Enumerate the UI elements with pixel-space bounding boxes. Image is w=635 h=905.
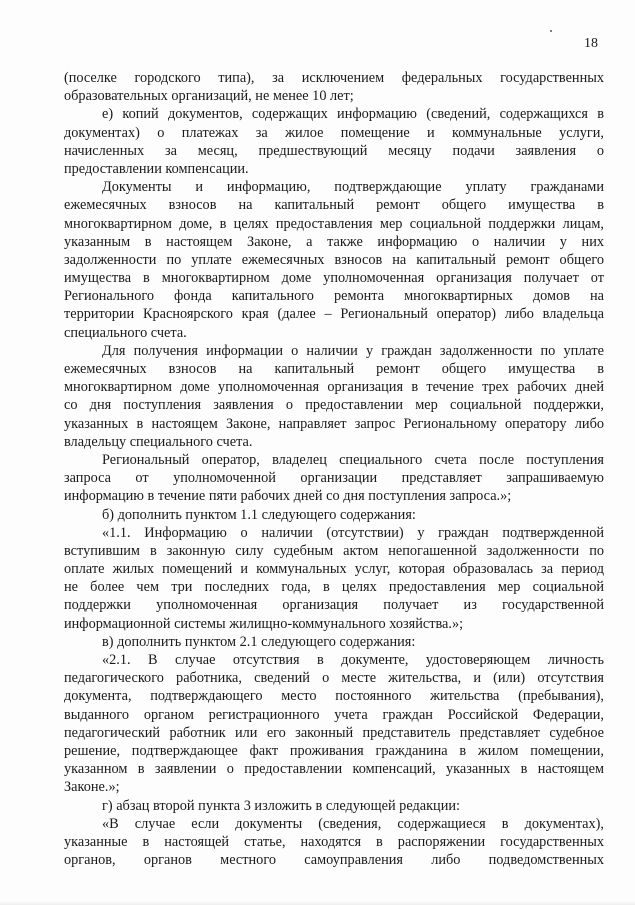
text-line: Регионального фонда капитального ремонта многоквартирных домов на <box>64 288 604 305</box>
text-line: органов, органов местного самоуправления либо подведомственных <box>64 852 604 869</box>
text-line: специального счета. <box>64 324 187 341</box>
text-line: в) дополнить пунктом 2.1 следующего содержания: <box>102 633 416 650</box>
text-line: предоставлении компенсации. <box>64 160 249 177</box>
text-line: вступившим в законную силу судебным актом непогашенной задолженности по <box>64 542 604 559</box>
text-line: территории Красноярского края (далее – Региональный оператор) либо владельца <box>64 306 604 323</box>
text-line: г) абзац второй пункта 3 изложить в следующей редакции: <box>102 797 460 814</box>
text-line: документа, подтверждающего место постоянного жительства (пребывания), <box>64 688 604 705</box>
text-line: начисленных за месяц, предшествующий месяцу подачи заявления о <box>64 142 604 159</box>
text-line: «В случае если документы (сведения, содержащиеся в документах), <box>102 815 604 832</box>
text-line: со дня поступления заявления о предоставлении мер социальной поддержки, <box>64 397 604 414</box>
text-line: не более чем три последних года, в целях предоставления мер социальной <box>64 579 604 596</box>
text-line: информационной системы жилищно-коммунального хозяйства.»; <box>64 615 464 632</box>
text-line: указанном в заявлении о предоставлении компенсаций, указанных в настоящем <box>64 761 604 778</box>
text-line: педагогический работник или его законный представитель представляет судебное <box>64 724 604 741</box>
text-line: документах) о платежах за жилое помещение и коммунальные услуги, <box>64 124 604 141</box>
text-line: образовательных организаций, не менее 10 лет; <box>64 88 354 105</box>
text-line: б) дополнить пунктом 1.1 следующего содержания: <box>102 506 416 523</box>
text-line: (поселке городского типа), за исключением федеральных государственных <box>64 70 604 86</box>
text-line: многоквартирном доме уполномоченная организация в течение трех рабочих дней <box>64 379 604 396</box>
text-line: информацию в течение пяти рабочих дней со дня поступления запроса.»; <box>64 488 512 505</box>
text-line: указанных в настоящем Законе, направляет запрос Региональному оператору либо <box>64 415 604 432</box>
text-line: указанные в настоящей статье, находятся в распоряжении государственных <box>64 833 604 850</box>
document-body <box>64 69 604 869</box>
text-line: запроса от уполномоченной организации представляет запрашиваемую <box>64 470 604 487</box>
text-line: ежемесячных взносов на капитальный ремонт общего имущества в <box>64 197 604 214</box>
text-line: Законе.»; <box>64 779 120 796</box>
text-line: указанным в настоящем Законе, а также информацию о наличии у них <box>64 233 604 250</box>
text-line: поддержки уполномоченная организация получает из государственной <box>64 597 604 614</box>
text-line: владельцу специального счета. <box>64 433 253 450</box>
text-line: Для получения информации о наличии у граждан задолженности по уплате <box>102 342 604 359</box>
text-line: выданного органом регистрационного учета граждан Российской Федерации, <box>64 706 604 723</box>
text-line: оплате жилых помещений и коммунальных услуг, которая образовалась за период <box>64 561 604 578</box>
text-line: Документы и информацию, подтверждающие уплату гражданами <box>102 179 604 196</box>
text-line: решение, подтверждающее факт проживания гражданина в жилом помещении, <box>64 742 604 759</box>
scan-dot-mark <box>550 30 552 32</box>
page-number: 18 <box>584 36 598 51</box>
text-line: е) копий документов, содержащих информацию (сведений, содержащихся в <box>102 106 604 123</box>
text-line: Региональный оператор, владелец специального счета после поступления <box>102 451 604 468</box>
text-line: «2.1. В случае отсутствия в документе, удостоверяющем личность <box>102 652 604 668</box>
text-line: ежемесячных взносов на капитальный ремонт общего имущества в <box>64 361 604 377</box>
scan-bottom-edge <box>0 901 635 905</box>
text-line: педагогического работника, сведений о месте жительства, и (или) отсутствия <box>64 670 604 687</box>
text-line: многоквартирном доме, в целях предоставления мер социальной поддержки лицам, <box>64 215 604 232</box>
text-line: имущества в многоквартирном доме уполномоченная организация получает от <box>64 270 604 287</box>
text-line: «1.1. Информацию о наличии (отсутствии) у граждан подтвержденной <box>102 524 604 541</box>
text-line: задолженности по уплате ежемесячных взносов на капитальный ремонт общего <box>64 251 604 268</box>
